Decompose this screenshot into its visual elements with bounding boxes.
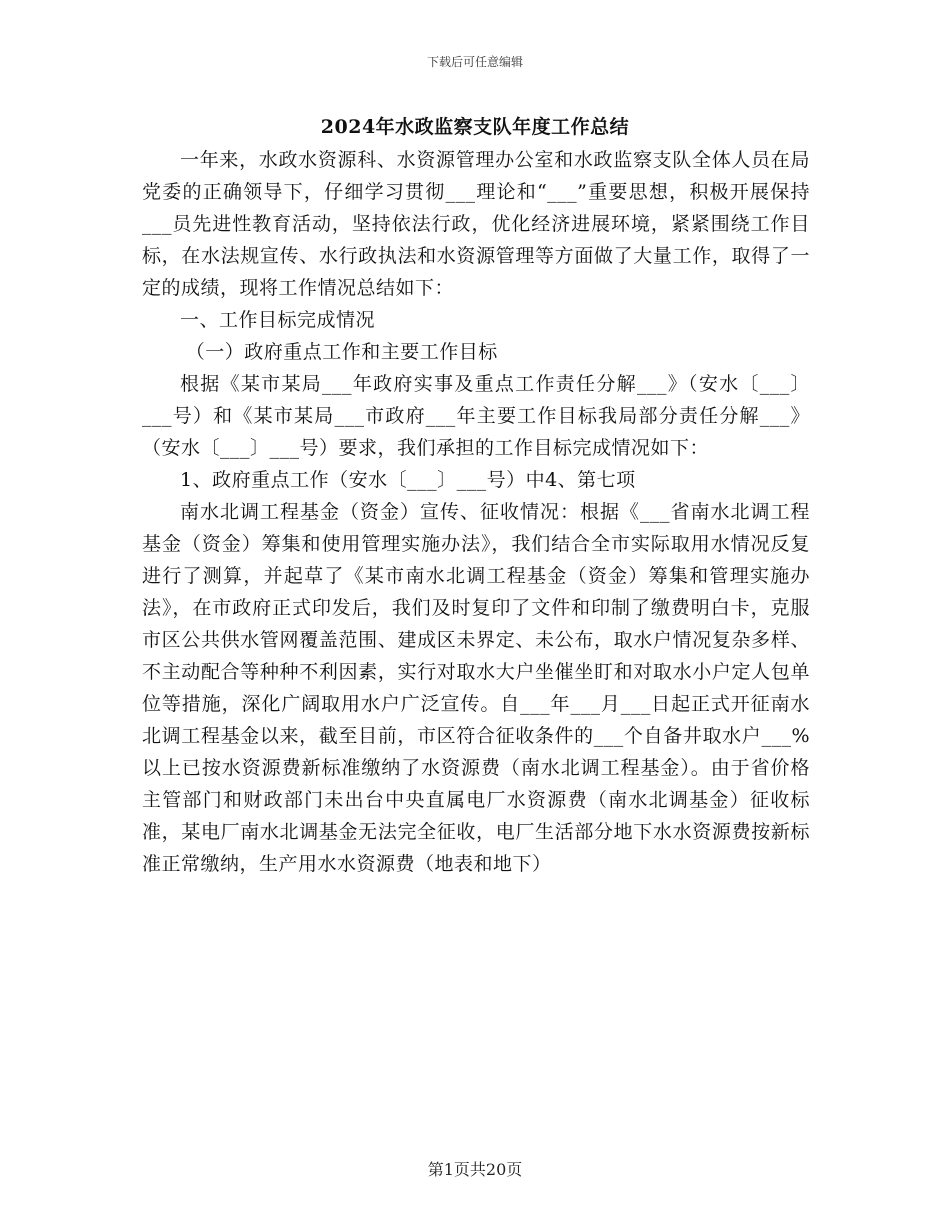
paragraph-intro: 一年来，水政水资源科、水资源管理办公室和水政监察支队全体人员在局党委的正确领导下，仔细学习贯彻___理论和“___”重要思想，积极开展保持___员先进性教育活动，坚持依法行政，优化经济进展环境，紧紧围绕工作目标，在水法规宣传、水行政执法和水资源管理等方面做了大量工作，取得了一定的成绩，现将工作情况总结如下： [142, 149, 810, 299]
item-heading: 1、政府重点工作（安水〔___〕___号）中4、第七项 [180, 469, 636, 491]
page-number: 第1页共20页 [427, 1160, 523, 1179]
document-body [142, 144, 810, 880]
page-header: 下载后可任意编辑 [426, 55, 523, 69]
paragraph-fund: 南水北调工程基金（资金）宣传、征收情况：根据《___省南水北调工程基金（资金）筹集和使用管理实施办法》，我们结合全市实际取用水情况反复进行了测算，并起草了《某市南水北调工程基金（资金）筹集和管理实施办法》，在市政府正式印发后，我们及时复印了文件和印制了缴费明白卡，克服市区公共供水管网覆盖范围、建成区未界定、未公布，取水户情况复杂多样、不主动配合等种种不利因素，实行对取水大户坐催坐盯和对取水小户定人包单位等措施，深化广阔取用水户广泛宣传。自___年___月___日起正式开征南水北调工程基金以来，截至目前，市区符合征收条件的___个自备井取水户___%以上已按水资源费新标准缴纳了水资源费（南水北调工程基金）。由于省价格主管部门和财政部门未出台中央直属电厂水资源费（南水北调基金）征收标准，某电厂南水北调基金无法完全征收，电厂生活部分地下水水资源费按新标准正常缴纳，生产用水水资源费（地表和地下） [142, 501, 810, 875]
paragraph-basis: 根据《某市某局___年政府实事及重点工作责任分解___》（安水〔___〕___号）和《某市某局___市政府___年主要工作目标我局部分责任分解___》（安水〔___〕___号）要求，我们承担的工作目标完成情况如下： [142, 373, 810, 459]
section-heading: 一、工作目标完成情况 [180, 309, 376, 331]
document-title: 2024年水政监察支队年度工作总结 [320, 116, 630, 138]
subsection-heading: （一）政府重点工作和主要工作目标 [185, 341, 498, 363]
